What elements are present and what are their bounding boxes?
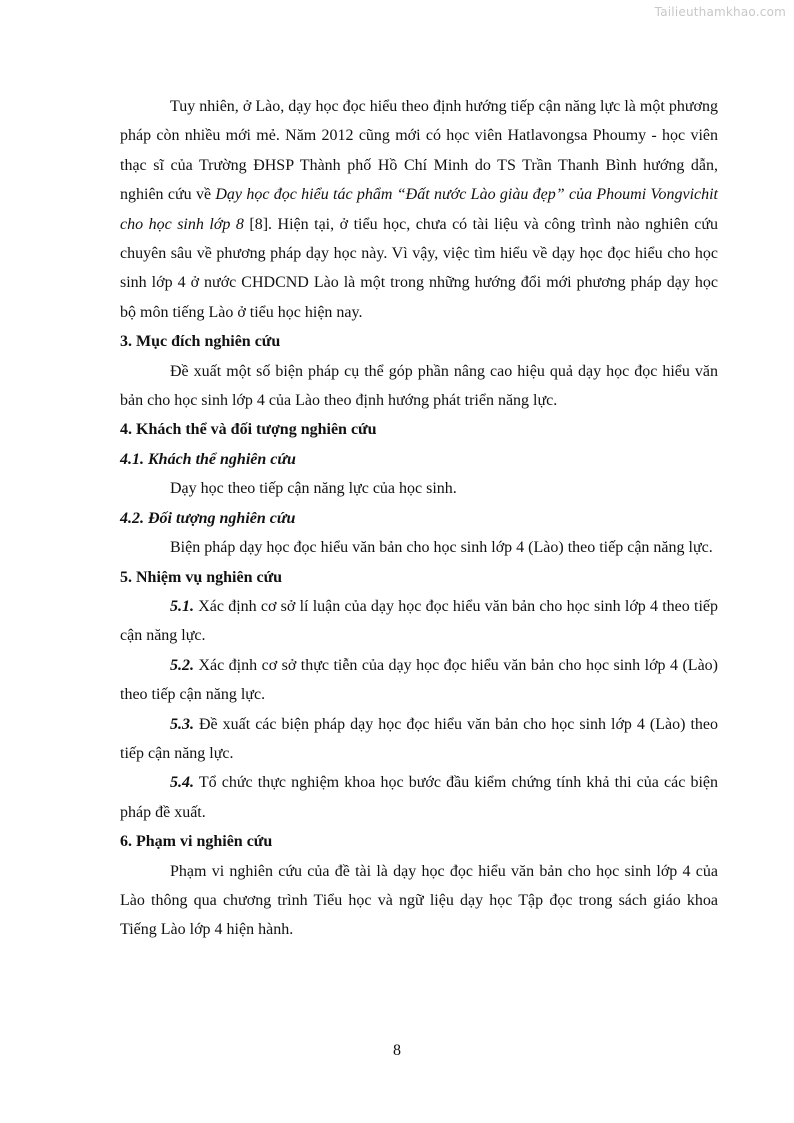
thesis-title-reference: Dạy học đọc hiểu tác phẩm “Đất nước Lào giàu đẹp” của Phoumi Vongvichit cho học sinh lớp 8 (120, 186, 719, 233)
task-item (120, 592, 718, 651)
task-text: Xác định cơ sở thực tiễn của dạy học đọc hiểu văn bản cho học sinh lớp 4 (Lào) theo tiếp cận năng lực. (120, 656, 718, 704)
intro-paragraph (120, 92, 718, 327)
task-number: 5.4. (170, 774, 194, 792)
task-number: 5.3. (170, 715, 194, 733)
task-number: 5.2. (170, 656, 194, 674)
task-text: Tổ chức thực nghiệm khoa học bước đầu kiểm chứng tính khả thi của các biện pháp đề xuất. (120, 774, 718, 821)
section-heading-scope: 6. Phạm vi nghiên cứu (120, 833, 273, 851)
task-item (120, 651, 718, 710)
task-text: Xác định cơ sở lí luận của dạy học đọc hiểu văn bản cho học sinh lớp 4 theo tiếp cận năng lực. (120, 597, 718, 645)
section-body-scope: Phạm vi nghiên cứu của đề tài là dạy học đọc hiểu văn bản cho học sinh lớp 4 của Lào thông qua chương trình Tiểu học và ngữ liệu dạy học Tập đọc trong sách giáo khoa Tiếng Lào lớp 4 hiện hành. (120, 862, 718, 939)
task-item (120, 710, 718, 769)
section-heading-purpose: 3. Mục đích nghiên cứu (120, 333, 281, 351)
subsection-heading-subject: 4.2. Đối tượng nghiên cứu (120, 509, 296, 527)
section-heading-tasks: 5. Nhiệm vụ nghiên cứu (120, 568, 283, 586)
subsection-heading-object: 4.1. Khách thể nghiên cứu (120, 450, 296, 468)
document-body (120, 92, 718, 945)
task-item (120, 768, 718, 827)
section-heading-objects: 4. Khách thể và đối tượng nghiên cứu (120, 421, 377, 439)
task-text: Đề xuất các biện pháp dạy học đọc hiểu văn bản cho học sinh lớp 4 (Lào) theo tiếp cận năng lực. (120, 715, 718, 762)
page-number: 8 (393, 1042, 401, 1059)
intro-text-start: Tuy nhiên, ở Lào, dạy học đọc hiểu theo định hướng tiếp cận năng lực là một phương pháp còn nhiều mới mẻ. Năm 2012 cũng mới có học viên Hatlavongsa Phoumy - học viên thạc sĩ của Trường ĐHSP Thành phố Hồ Chí Minh do TS Trần Thanh Bình hướng dẫn, nghiên cứu về (120, 98, 718, 204)
subsection-body-subject: Biện pháp dạy học đọc hiểu văn bản cho học sinh lớp 4 (Lào) theo tiếp cận năng lực. (170, 539, 713, 557)
section-body-purpose: Đề xuất một số biện pháp cụ thể góp phần nâng cao hiệu quả dạy học đọc hiểu văn bản cho học sinh lớp 4 của Lào theo định hướng phát triển năng lực. (120, 362, 718, 410)
watermark: Tailieuthamkhao.com (654, 5, 786, 19)
subsection-body-object: Dạy học theo tiếp cận năng lực của học sinh. (170, 480, 457, 498)
task-number: 5.1. (170, 597, 194, 615)
intro-text-end: [8]. Hiện tại, ở tiểu học, chưa có tài liệu và công trình nào nghiên cứu chuyên sâu về phương pháp dạy học này. Vì vậy, việc tìm hiểu về dạy học đọc hiểu cho học sinh lớp 4 ở nước CHDCND Lào là một trong những hướng đổi mới phương pháp dạy học bộ môn tiếng Lào ở tiểu học hiện nay. (120, 215, 719, 321)
